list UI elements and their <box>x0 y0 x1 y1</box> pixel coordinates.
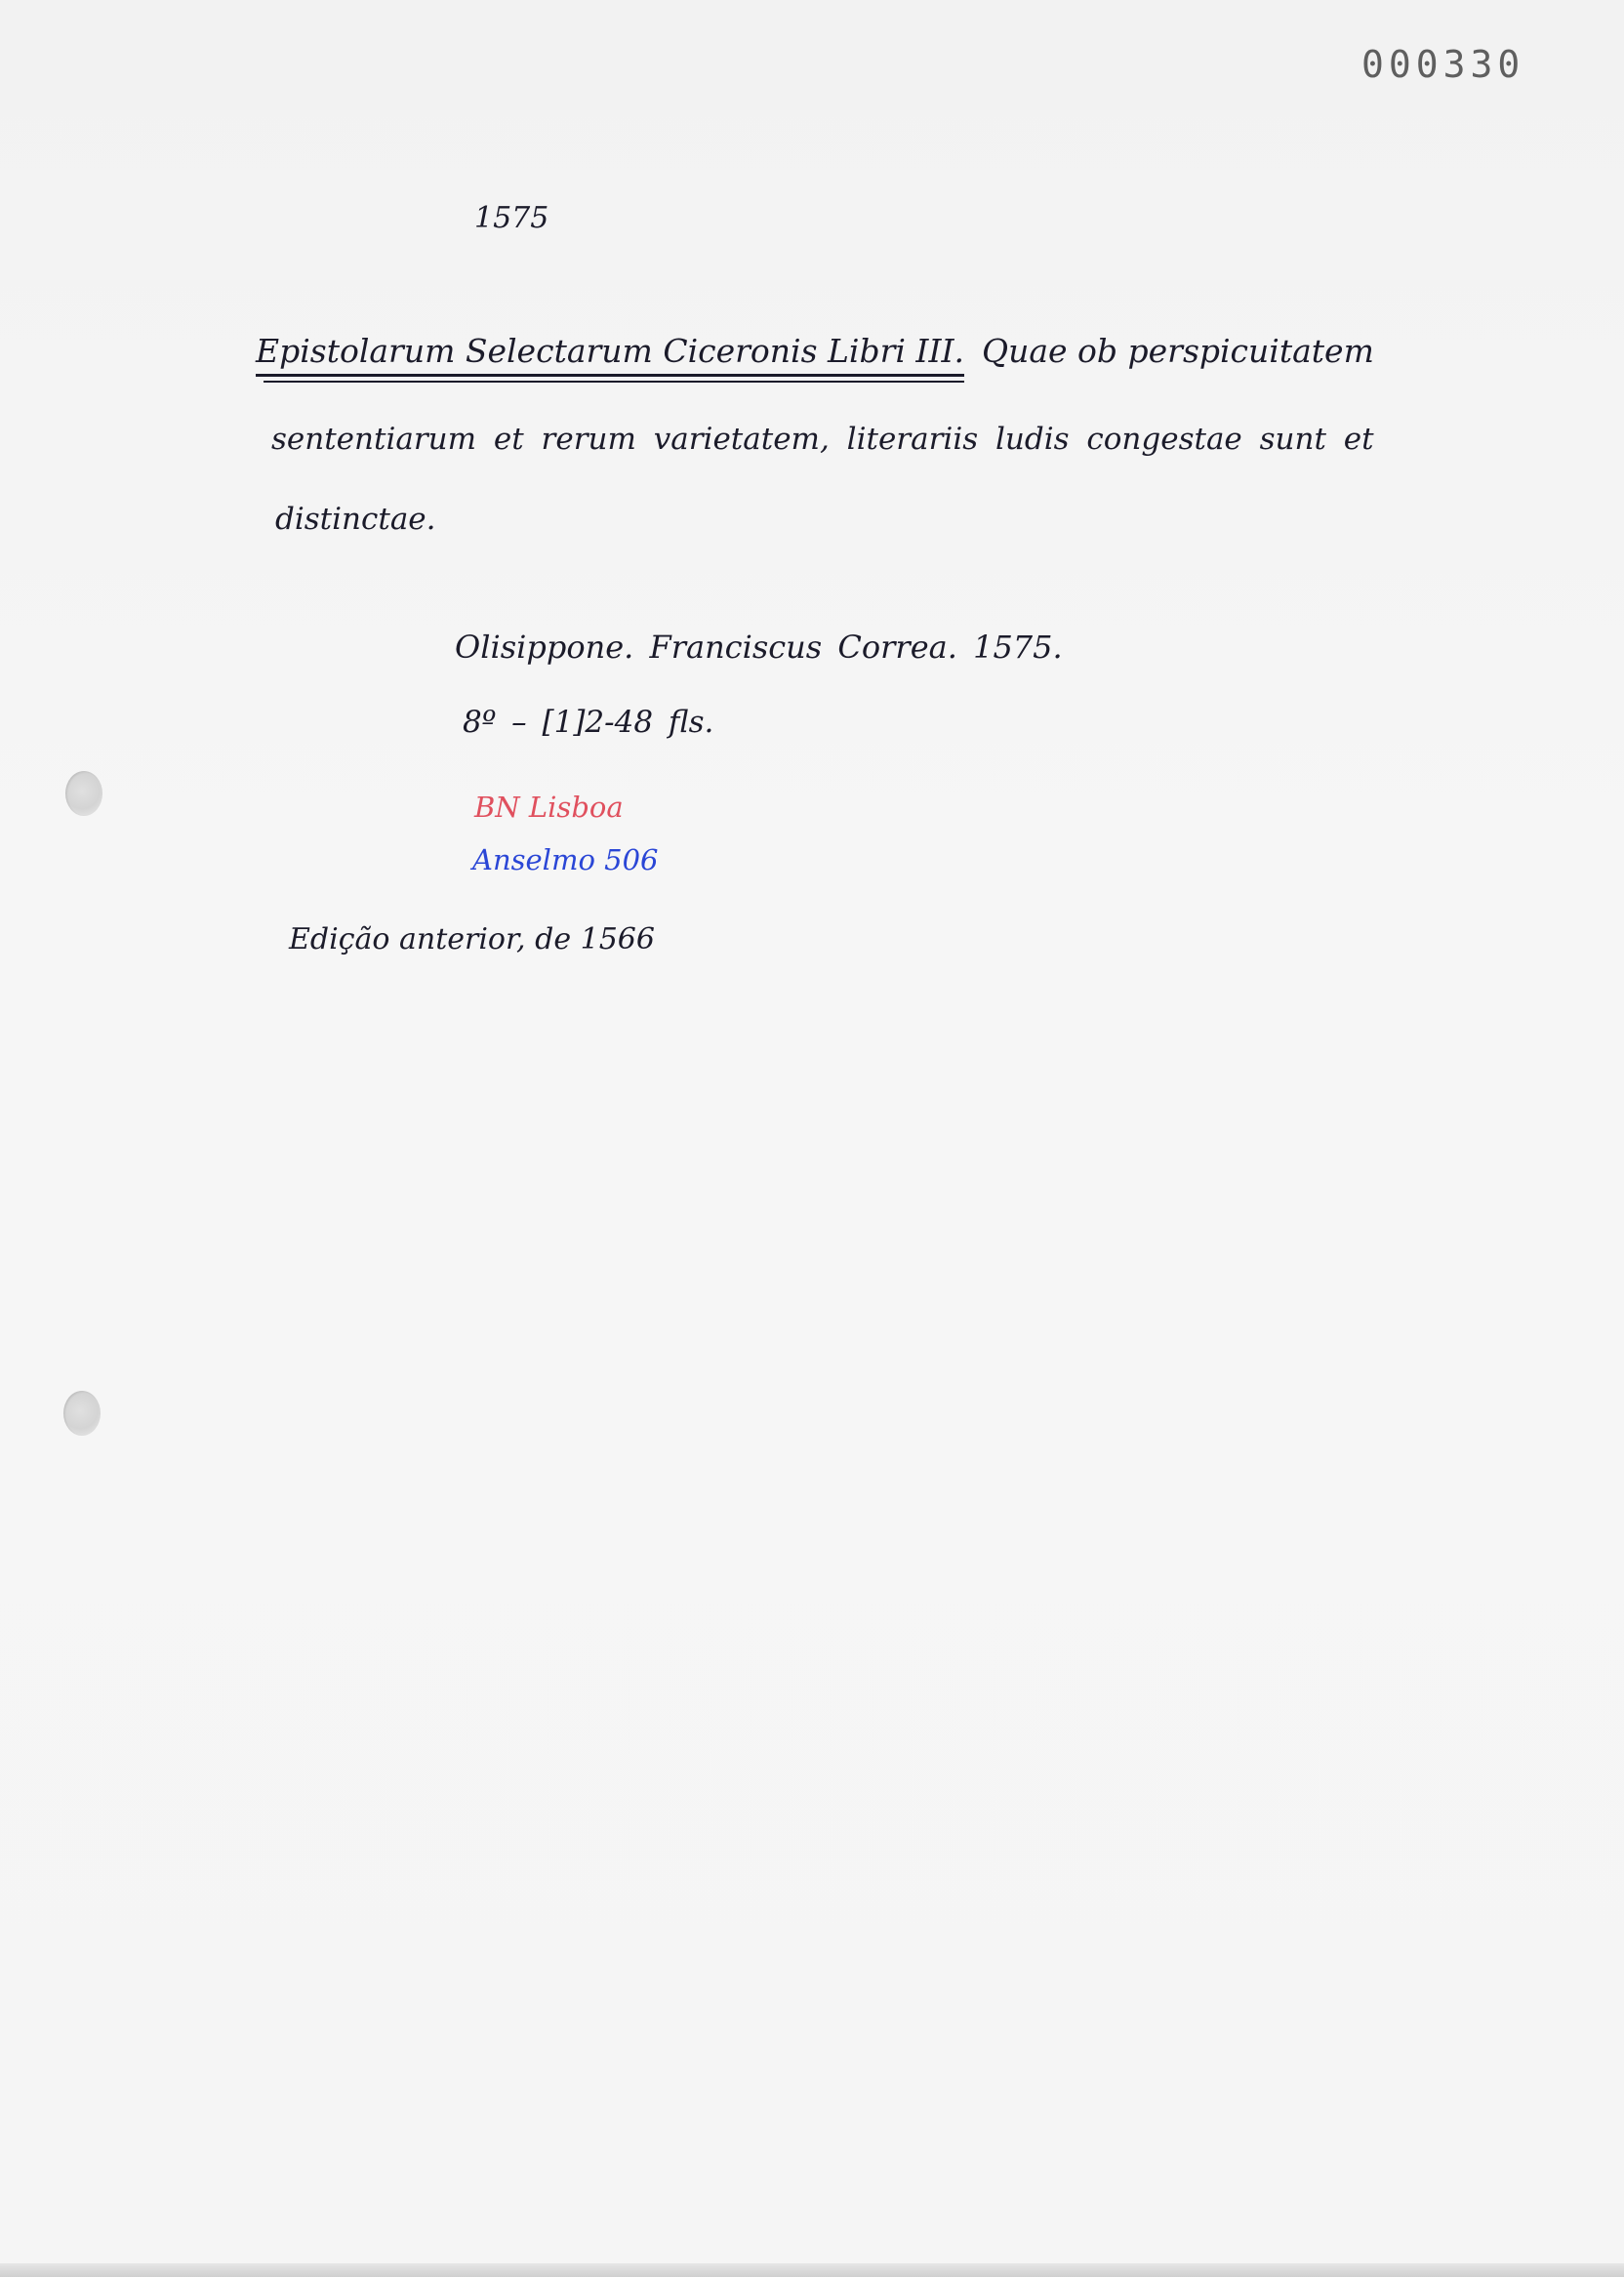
title-line <box>256 332 1374 377</box>
edition-note: Edição anterior, de 1566 <box>289 922 655 956</box>
title-continuation-line: sententiarum et rerum varietatem, literariis ludis congestae sunt et <box>271 422 1374 457</box>
title-underlined: Epistolarum Selectarum Ciceronis Libri III. <box>256 332 964 377</box>
title-rest: Quae ob perspicuitatem <box>982 332 1374 370</box>
stamp-number: 000330 <box>1361 43 1525 86</box>
bibliographic-reference: Anselmo 506 <box>472 843 659 876</box>
imprint-line: Olisippone. Franciscus Correa. 1575. <box>455 629 1063 666</box>
page-bottom-edge <box>0 2263 1624 2277</box>
punch-hole-bottom <box>63 1391 101 1436</box>
library-location: BN Lisboa <box>474 791 624 824</box>
punch-hole-top <box>65 771 102 816</box>
year-heading: 1575 <box>474 201 549 235</box>
format-line: 8º – [1]2-48 fls. <box>463 705 714 740</box>
title-final-line: distinctae. <box>275 502 436 537</box>
